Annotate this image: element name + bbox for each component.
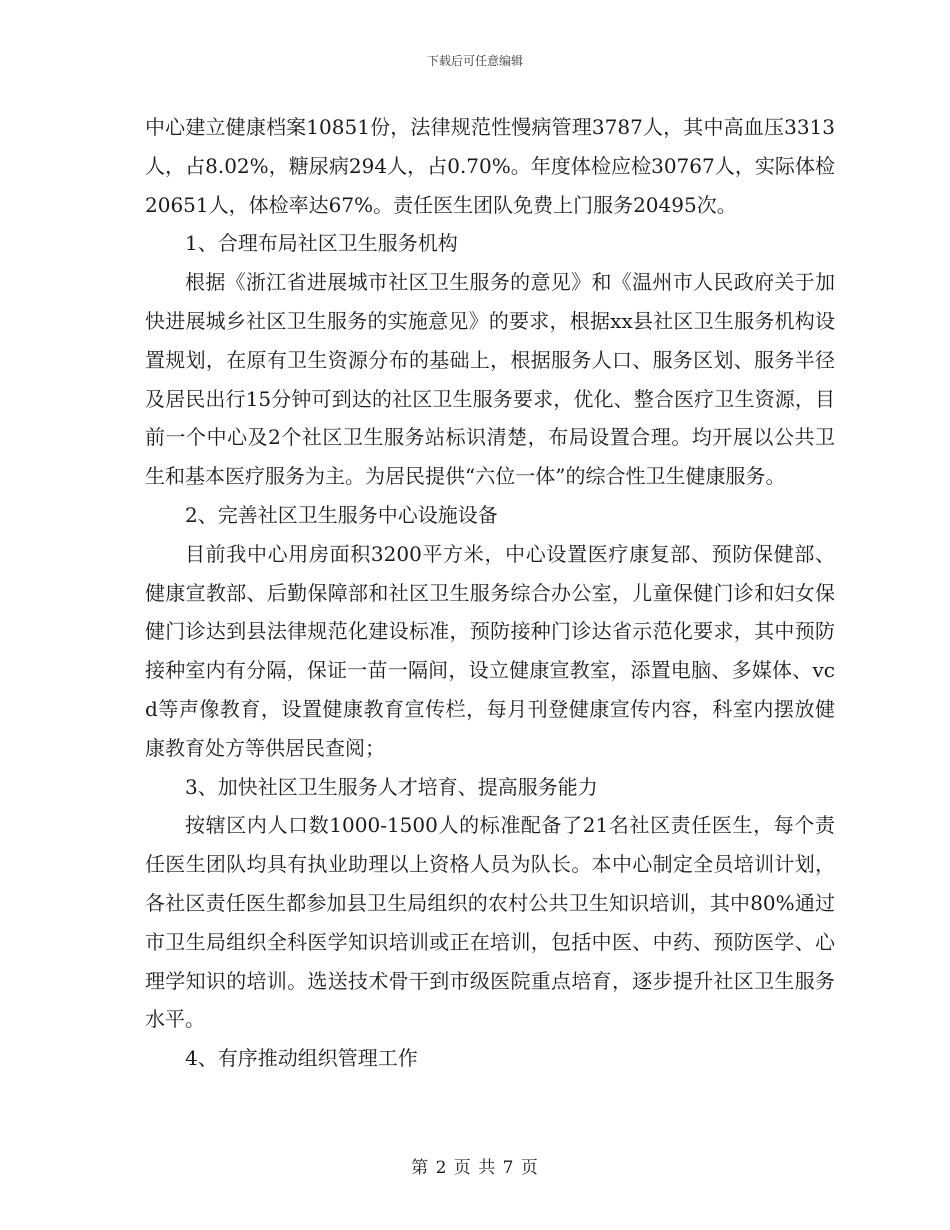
paragraph-4: 按辖区内人口数1000-1500人的标准配备了21名社区责任医生，每个责任医生团队均具有执业助理以上资格人员为队长。本中心制定全员培训计划，各社区责任医生都参加县卫生局组织的农村公共卫生知识培训，其中80%通过市卫生局组织全科医学知识培训或正在培训，包括中医、中药、预防医学、心理学知识的培训。选送技术骨干到市级医院重点培育，逐步提升社区卫生服务水平。 bbox=[145, 813, 835, 1032]
page-header: 下载后可任意编辑 bbox=[426, 54, 523, 68]
section-heading-4: 4、有序推动组织管理工作 bbox=[185, 1046, 418, 1071]
section-heading-1: 1、合理布局社区卫生服务机构 bbox=[185, 231, 458, 256]
section-heading-2: 2、完善社区卫生服务中心设施设备 bbox=[185, 502, 498, 527]
paragraph-2: 根据《浙江省进展城市社区卫生服务的意见》和《温州市人民政府关于加快进展城乡社区卫生服务的实施意见》的要求，根据xx县社区卫生服务机构设置规划，在原有卫生资源分布的基础上，根据服务人口、服务区划、服务半径及居民出行15分钟可到达的社区卫生服务要求，优化、整合医疗卫生资源，目前一个中心及2个社区卫生服务站标识清楚，布局设置合理。均开展以公共卫生和基本医疗服务为主。为居民提供“六位一体”的综合性卫生健康服务。 bbox=[145, 270, 835, 489]
paragraph-3: 目前我中心用房面积3200平方米，中心设置医疗康复部、预防保健部、健康宣教部、后勤保障部和社区卫生服务综合办公室，儿童保健门诊和妇女保健门诊达到县法律规范化建设标准，预防接种门诊达省示范化要求，其中预防接种室内有分隔，保证一苗一隔间，设立健康宣教室，添置电脑、多媒体、vcd等声像教育，设置健康教育宣传栏，每月刊登健康宣传内容，科室内摆放健康教育处方等供居民查阅； bbox=[145, 541, 835, 760]
section-heading-3: 3、加快社区卫生服务人才培育、提高服务能力 bbox=[185, 774, 598, 799]
document-body bbox=[145, 108, 835, 1078]
page-footer: 第 2 页 共 7 页 bbox=[411, 1158, 539, 1178]
paragraph-1: 中心建立健康档案10851份，法律规范性慢病管理3787人，其中高血压3313人，占8.02%，糖尿病294人，占0.70%。年度体检应检30767人，实际体检20651人，体检率达67%。责任医生团队免费上门服务20495次。 bbox=[145, 115, 835, 217]
